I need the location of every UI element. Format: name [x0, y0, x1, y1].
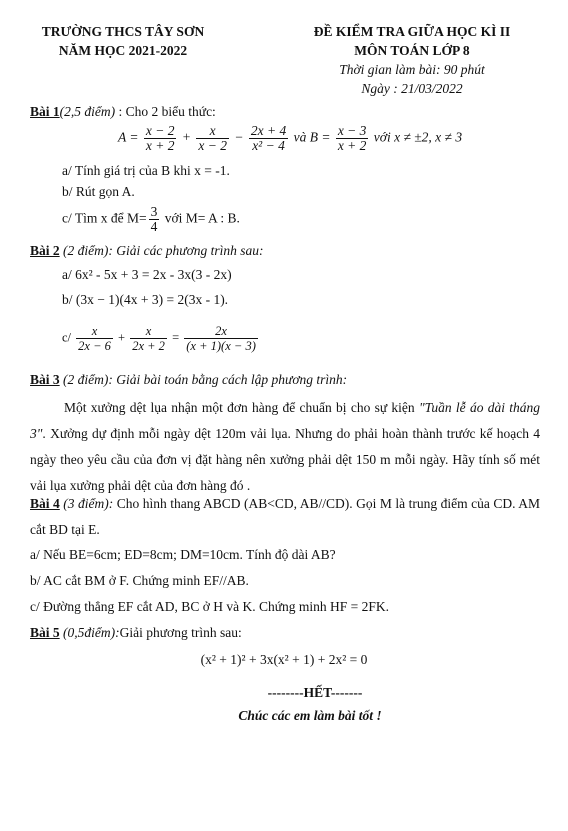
bai1-heading [30, 104, 216, 120]
bai2-fraction-1-num: x [76, 324, 113, 339]
bai5-label: Bài 5 [30, 625, 60, 640]
A-label: A = [118, 129, 139, 145]
bai3-text-2: . Xưởng dự định mỗi ngày dệt 120m vải lụa. Nhưng do phải hoàn thành trước kế hoạch 4 ngày theo yêu cầu của đơn vị đặt hàng nên xưởng phải dệt 150 m mỗi ngày. Hãy tính số mét vải lụa xưởng phải dệt của đơn hàng đó . [30, 426, 540, 493]
school-name: TRƯỜNG THCS TÂY SƠN [41, 24, 205, 39]
bai2-qc-pre: c/ [62, 330, 72, 345]
bai1-points: (2,5 điểm) [59, 104, 116, 119]
bai2-fraction-2 [130, 324, 167, 353]
bai1-qc-pre: c/ Tìm x để M= [62, 210, 147, 226]
fraction-M [149, 205, 160, 234]
fraction-B-den: x + 2 [337, 138, 367, 153]
exam-date: Ngày : 21/03/2022 [361, 81, 463, 96]
bai3-points: (2 điểm): Giải bài toán bằng cách lập phương trình: [59, 372, 348, 387]
bai2-fraction-3-den: (x + 1)(x − 3) [186, 339, 256, 353]
bai1-expression [118, 124, 462, 153]
bai5-intro: Giải phương trình sau: [119, 625, 242, 640]
bai2-question-b: b/ (3x − 1)(4x + 3) = 2(3x - 1). [62, 292, 229, 307]
bai5-points: (0,5điểm): [59, 625, 120, 640]
bai1-label: Bài 1 [30, 104, 60, 119]
condition: với x ≠ ±2, x ≠ 3 [373, 129, 463, 145]
bai2-fraction-2-den: 2x + 2 [132, 339, 165, 353]
school-year: NĂM HỌC 2021-2022 [58, 43, 188, 58]
bai5-heading [30, 625, 242, 641]
bai5-equation: (x² + 1)² + 3x(x² + 1) + 2x² = 0 [200, 652, 368, 667]
closing-wish: Chúc các em làm bài tốt ! [238, 708, 382, 723]
fraction-1 [144, 124, 177, 153]
bai4-question-b: b/ AC cắt BM ở F. Chứng minh EF//AB. [30, 573, 249, 588]
bai1-question-c [62, 205, 240, 234]
bai1-question-a: a/ Tính giá trị của B khi x = -1. [62, 163, 230, 178]
bai1-intro: : Cho 2 biểu thức: [115, 104, 216, 119]
bai3-quote: "Tuần lễ áo dài tháng 3" [30, 400, 540, 441]
bai2-fraction-1-den: 2x − 6 [78, 339, 111, 353]
bai3-problem [30, 395, 540, 499]
bai4-intro: Cho hình thang ABCD (AB<CD, AB//CD). Gọi M là trung điểm của CD. AM cắt BD tại E. [30, 496, 540, 537]
fraction-3-num: 2x + 4 [250, 123, 287, 138]
fraction-B [336, 124, 369, 153]
bai4-points: (3 điểm): [59, 496, 114, 511]
bai2-fraction-2-num: x [130, 324, 167, 339]
bai2-question-a: a/ 6x² - 5x + 3 = 2x - 3x(3 - 2x) [62, 267, 232, 282]
fraction-B-num: x − 3 [337, 123, 367, 138]
bai2-plus: + [118, 330, 126, 345]
bai4-heading [30, 491, 540, 543]
fraction-3-den: x² − 4 [252, 138, 285, 153]
plus-sign: + [181, 129, 191, 145]
bai3-label: Bài 3 [30, 372, 60, 387]
bai1-question-b: b/ Rút gọn A. [62, 184, 135, 199]
bai4-label: Bài 4 [30, 496, 60, 511]
fraction-1-den: x + 2 [145, 138, 175, 153]
bai4-question-c: c/ Đường thẳng EF cắt AD, BC ở H và K. Chứng minh HF = 2FK. [30, 599, 390, 614]
fraction-1-num: x − 2 [145, 123, 175, 138]
bai2-heading [30, 243, 264, 259]
bai1-qc-post: với M= A : B. [164, 210, 240, 226]
and-B-label: và B = [293, 129, 331, 145]
bai2-question-c [62, 324, 260, 353]
minus-sign: − [234, 129, 244, 145]
fraction-2-den: x − 2 [198, 138, 227, 153]
fraction-2 [196, 124, 229, 153]
fraction-M-num: 3 [150, 204, 158, 219]
fraction-3 [249, 124, 288, 153]
fraction-M-den: 4 [150, 219, 158, 234]
exam-subject: MÔN TOÁN LỚP 8 [354, 43, 470, 58]
bai3-heading [30, 372, 347, 388]
end-marker: --------HẾT------- [267, 685, 363, 700]
bai2-fraction-3 [184, 324, 258, 353]
exam-title: ĐỀ KIỂM TRA GIỮA HỌC KÌ II [313, 24, 511, 39]
bai2-equals: = [172, 330, 180, 345]
bai4-question-a: a/ Nếu BE=6cm; ED=8cm; DM=10cm. Tính độ dài AB? [30, 547, 336, 562]
bai3-text-1: Một xưởng dệt lụa nhận một đơn hàng để chuẩn bị cho sự kiện [64, 400, 419, 415]
exam-time: Thời gian làm bài: 90 phút [339, 62, 485, 77]
bai2-label: Bài 2 [30, 243, 60, 258]
bai2-fraction-3-num: 2x [184, 324, 258, 339]
bai2-points: (2 điểm): Giải các phương trình sau: [59, 243, 264, 258]
bai2-fraction-1 [76, 324, 113, 353]
fraction-2-num: x [196, 124, 229, 139]
